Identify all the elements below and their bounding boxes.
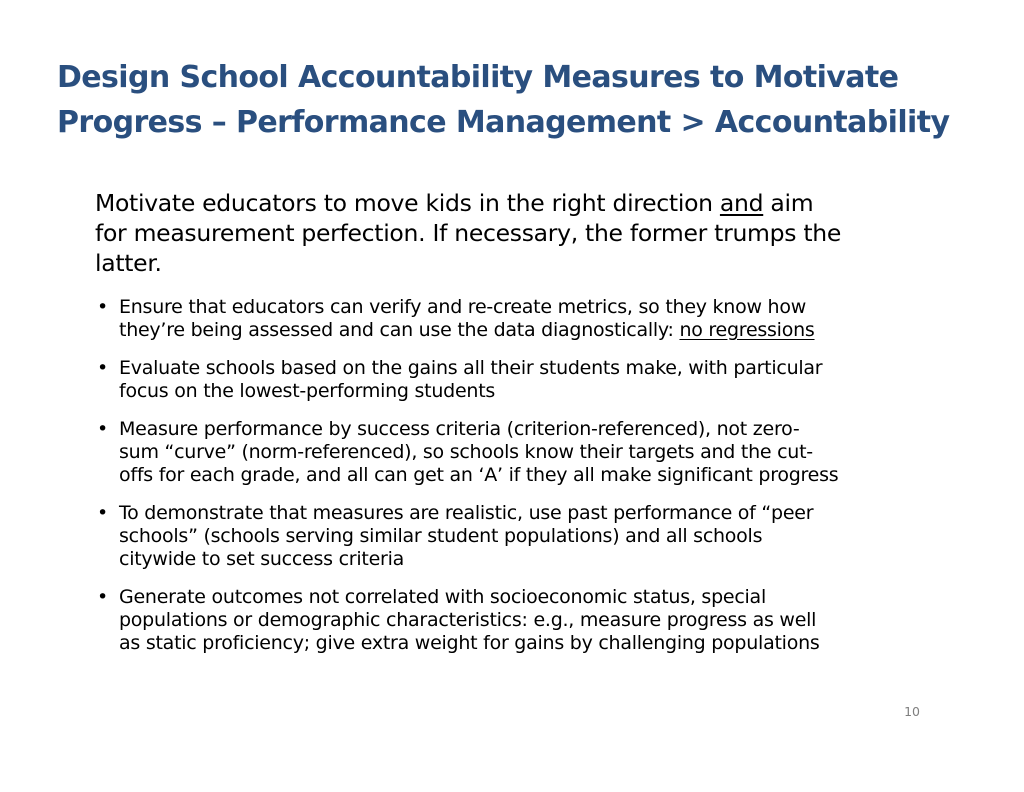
bullet-item [95,586,925,655]
bullet-3-line-2: sum “curve” (norm-referenced), so schools know their targets and the cut- [119,441,813,463]
bullet-1-underlined-text: no regressions [679,319,815,341]
bullet-1-line-2-start: they’re being assessed and can use the data diagnostically: [119,319,680,341]
bullet-dot-icon: • [97,357,108,379]
slide-title-line-1: Design School Accountability Measures to Motivate [57,60,899,95]
slide-title-line-2: Progress – Performance Management > Accountability [57,105,950,140]
bullet-3-line-1: Measure performance by success criteria (criterion-referenced), not zero- [119,418,800,440]
bullet-list [95,296,925,670]
lead-line-2: for measurement perfection. If necessary, the former trumps the [95,219,842,247]
bullet-dot-icon: • [97,502,108,524]
bullet-5-line-1: Generate outcomes not correlated with socioeconomic status, special [119,586,766,608]
bullet-dot-icon: • [97,418,108,440]
bullet-2-line-1: Evaluate schools based on the gains all their students make, with particular [119,357,823,379]
bullet-item [95,296,925,342]
bullet-item [95,502,925,571]
bullet-item [95,418,925,487]
bullet-1-line-2 [119,319,925,342]
slide-title [57,55,977,145]
lead-line-3: latter. [95,249,162,277]
bullet-dot-icon: • [97,296,108,318]
bullet-2-line-2: focus on the lowest-performing students [119,380,496,402]
lead-line-1-start: Motivate educators to move kids in the right direction [95,189,720,217]
lead-line-1-end: aim [763,189,814,217]
bullet-3-line-3: offs for each grade, and all can get an ‘A’ if they all make significant progress [119,464,839,486]
bullet-dot-icon: • [97,586,108,608]
lead-line-1 [95,188,925,218]
bullet-4-line-1: To demonstrate that measures are realistic, use past performance of “peer [119,502,814,524]
bullet-4-line-2: schools” (schools serving similar student populations) and all schools [119,525,763,547]
bullet-item [95,357,925,403]
lead-underlined-word: and [719,189,764,217]
bullet-1-line-1: Ensure that educators can verify and re-create metrics, so they know how [119,296,806,318]
lead-paragraph [95,188,925,278]
bullet-4-line-3: citywide to set success criteria [119,548,404,570]
bullet-5-line-3: as static proficiency; give extra weight for gains by challenging populations [119,632,820,654]
page-number: 10 [904,704,920,719]
bullet-5-line-2: populations or demographic characteristics: e.g., measure progress as well [119,609,817,631]
